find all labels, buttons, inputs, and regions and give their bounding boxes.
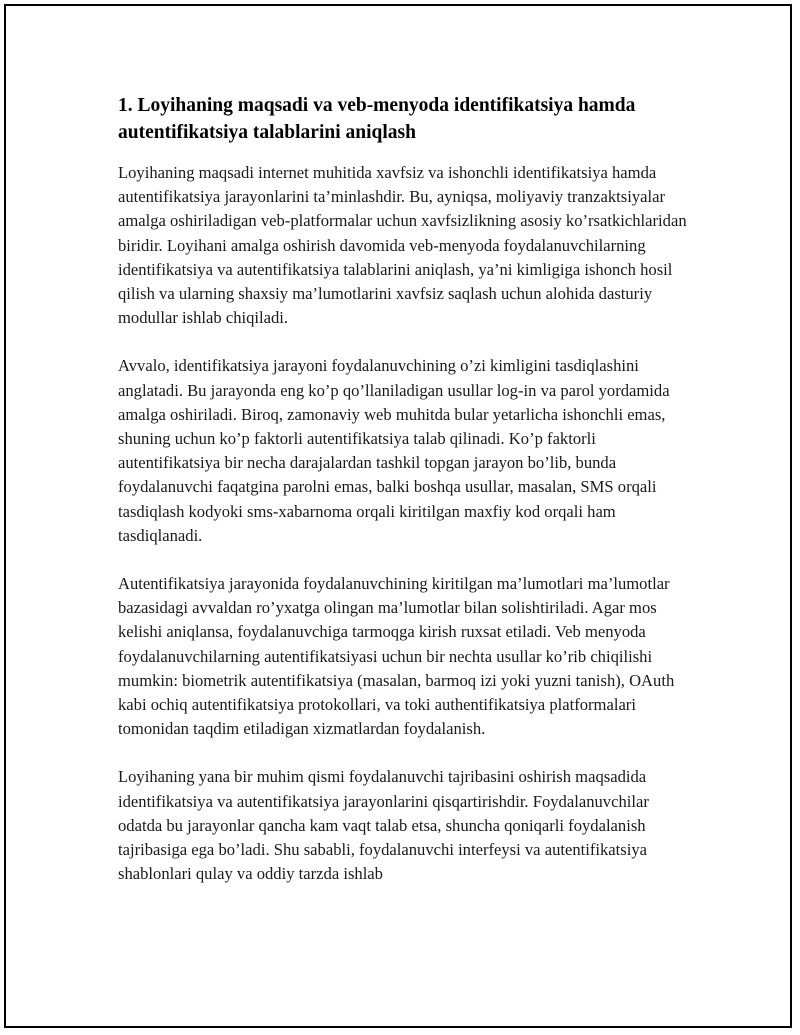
paragraph-4: Loyihaning yana bir muhim qismi foydalanuvchi tajribasini oshirish maqsadida identifikatsiya va autentifikatsiya jarayonlarini qisqartirishdir. Foydalanuvchilar odatda bu jarayonlar qancha kam vaqt talab etsa, shuncha qoniqarli foydalanish tajribasiga ega bo’ladi. Shu sababli, foydalanuvchi interfeysi va autentifikatsiya shablonlari qulay va oddiy tarzda ishlab	[118, 767, 649, 884]
paragraph-1: Loyihaning maqsadi internet muhitida xavfsiz va ishonchli identifikatsiya hamda autentifikatsiya jarayonlarini ta’minlashdir. Bu, ayniqsa, moliyaviy tranzaktsiyalar amalga oshiriladigan veb-platformalar uchun xavfsizlikning asosiy ko’rsatkichlaridan biridir. Loyihani amalga oshirish davomida veb-menyoda foydalanuvchilarning identifikatsiya va autentifikatsiya talablarini aniqlash, ya’ni kimligiga ishonch hosil qilish va ularning shaxsiy ma’lumotlarini xavfsiz saqlash uchun alohida dasturiy modullar ishlab chiqiladi.	[118, 163, 687, 328]
section-heading: 1. Loyihaning maqsadi va veb-menyoda identifikatsiya hamda autentifikatsiya talablarini aniqlash	[118, 95, 636, 143]
paragraph-2: Avvalo, identifikatsiya jarayoni foydalanuvchining o’zi kimligini tasdiqlashini anglatadi. Bu jarayonda eng ko’p qo’llaniladigan usullar log-in va parol yordamida amalga oshiriladi. Biroq, zamonaviy web muhitda bular yetarlicha ishonchli emas, shuning uchun ko’p faktorli autentifikatsiya talab qilinadi. Ko’p faktorli autentifikatsiya bir necha darajalardan tashkil topgan jarayon bo’lib, bunda foydalanuvchi faqatgina parolni emas, balki boshqa usullar, masalan, SMS orqali tasdiqlash kodyoki sms-xabarnoma orqali kiritilgan maxfiy kod orqali ham tasdiqlanadi.	[118, 356, 670, 545]
paragraph-3: Autentifikatsiya jarayonida foydalanuvchining kiritilgan ma’lumotlari ma’lumotlar bazasidagi avvaldan ro’yxatga olingan ma’lumotlar bilan solishtiriladi. Agar mos kelishi aniqlansa, foydalanuvchiga tarmoqga kirish ruxsat etiladi. Veb menyoda foydalanuvchilarning autentifikatsiyasi uchun bir nechta usullar ko’rib chiqilishi mumkin: biometrik autentifikatsiya (masalan, barmoq izi yoki yuzni tanish), OAuth kabi ochiq autentifikatsiya protokollari, va toki authentifikatsiya platformalari tomonidan taqdim etiladigan xizmatlardan foydalanish.	[118, 574, 675, 739]
document-body	[118, 92, 690, 910]
